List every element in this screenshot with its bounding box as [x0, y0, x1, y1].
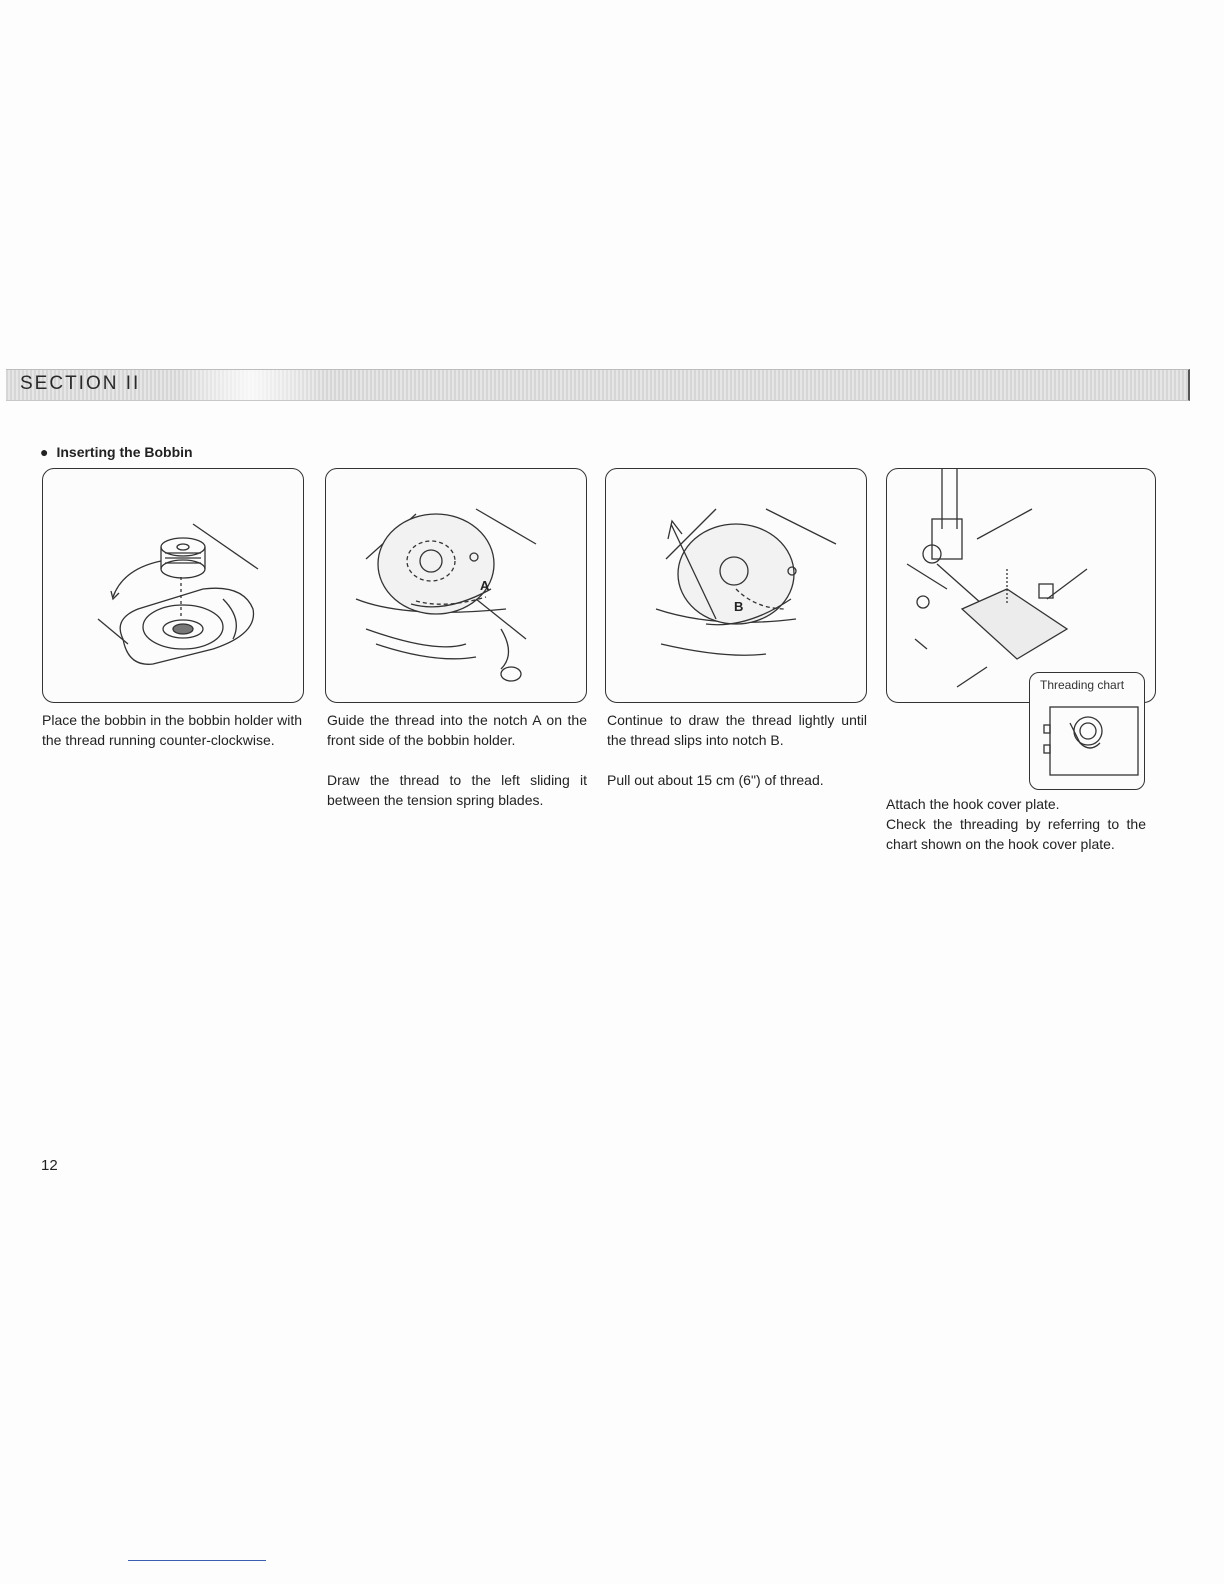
notch-a-letter: A: [480, 578, 490, 593]
bottom-rule: [128, 1560, 266, 1561]
caption-paragraph: Guide the thread into the notch A on the front side of the bobbin holder.: [327, 712, 587, 748]
caption-step-3: [607, 710, 867, 790]
illustration-notch-a: [325, 468, 587, 703]
caption-step-4: [886, 794, 1146, 854]
section-header-bar: [6, 369, 1190, 401]
notch-b-letter: B: [734, 599, 744, 614]
caption-paragraph: Pull out about 15 cm (6") of thread.: [607, 772, 824, 788]
caption-paragraph: Attach the hook cover plate.: [886, 796, 1060, 812]
subsection-heading: [40, 444, 193, 460]
illustration-bobbin-placement: [42, 468, 304, 703]
bobbin-placement-drawing: [43, 469, 305, 704]
subsection-heading-text: Inserting the Bobbin: [56, 444, 193, 460]
section-title: SECTION II: [20, 373, 141, 394]
caption-paragraph: Draw the thread to the left sliding it between the tension spring blades.: [327, 772, 587, 808]
notch-b-drawing: [606, 469, 868, 704]
illustration-hook-cover-plate: [886, 468, 1156, 703]
illustration-notch-b: [605, 468, 867, 703]
caption-step-1: [42, 710, 302, 750]
caption-step-2: [327, 710, 587, 810]
page-number: 12: [41, 1157, 58, 1174]
threading-chart-inset: [1029, 672, 1145, 790]
threading-chart-label: Threading chart: [1040, 678, 1125, 692]
bullet-icon: ●: [40, 444, 49, 460]
caption-paragraph: Check the threading by referring to the chart shown on the hook cover plate.: [886, 816, 1146, 852]
threading-chart-drawing: [1030, 673, 1146, 791]
header-bar-fade: [176, 370, 326, 400]
hook-cover-plate-drawing: [887, 469, 1157, 704]
caption-paragraph: Place the bobbin in the bobbin holder with the thread running counter-clockwise.: [42, 712, 302, 748]
notch-a-drawing: [326, 469, 588, 704]
caption-paragraph: Continue to draw the thread lightly until the thread slips into notch B.: [607, 712, 867, 748]
